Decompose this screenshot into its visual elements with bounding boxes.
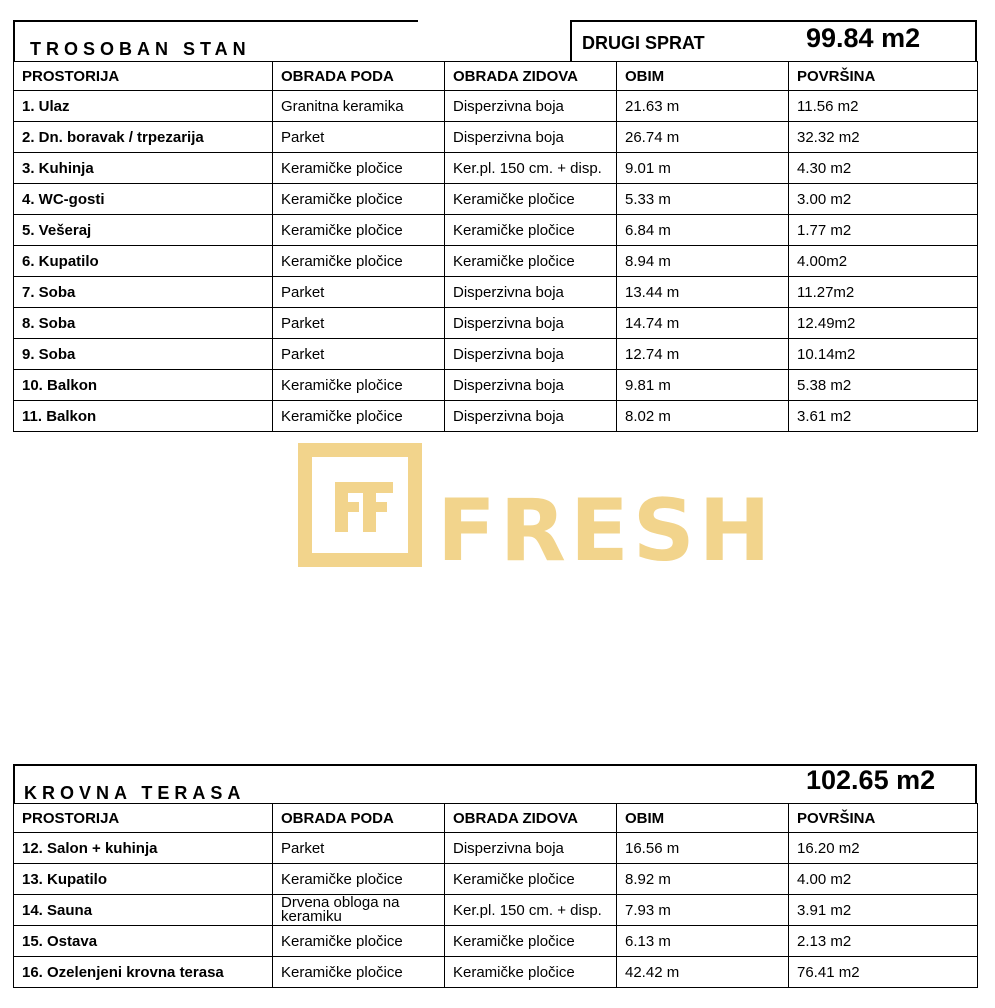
wall-finish-cell: Disperzivna boja	[445, 339, 617, 370]
floor-finish-cell: Keramičke pločice	[273, 926, 445, 957]
wall-finish-cell: Keramičke pločice	[445, 957, 617, 988]
room-name-cell: 12. Salon + kuhinja	[14, 833, 273, 864]
column-header: POVRŠINA	[789, 62, 978, 91]
column-header: OBIM	[617, 804, 789, 833]
frame-line	[975, 764, 977, 804]
floor-finish-cell: Keramičke pločice	[273, 215, 445, 246]
perimeter-cell: 13.44 m	[617, 277, 789, 308]
perimeter-cell: 12.74 m	[617, 339, 789, 370]
floor-finish-cell: Drvena obloga na keramiku	[273, 895, 445, 926]
wall-finish-cell: Disperzivna boja	[445, 401, 617, 432]
table-row	[14, 926, 978, 957]
room-name-cell: 6. Kupatilo	[14, 246, 273, 277]
frame-line	[13, 20, 418, 22]
table-header-row	[14, 62, 978, 91]
column-header: OBRADA PODA	[273, 62, 445, 91]
wall-finish-cell: Keramičke pločice	[445, 926, 617, 957]
area-cell: 11.27m2	[789, 277, 978, 308]
floor-finish-cell: Parket	[273, 833, 445, 864]
table-row	[14, 308, 978, 339]
column-header: OBRADA ZIDOVA	[445, 62, 617, 91]
room-name-cell: 14. Sauna	[14, 895, 273, 926]
wall-finish-cell: Disperzivna boja	[445, 122, 617, 153]
area-cell: 4.00m2	[789, 246, 978, 277]
floor-finish-cell: Keramičke pločice	[273, 184, 445, 215]
floor-finish-cell: Parket	[273, 277, 445, 308]
floor-label: DRUGI SPRAT	[582, 33, 705, 53]
room-name-cell: 10. Balkon	[14, 370, 273, 401]
wall-finish-cell: Keramičke pločice	[445, 864, 617, 895]
wall-finish-cell: Ker.pl. 150 cm. + disp.	[445, 895, 617, 926]
table-row	[14, 957, 978, 988]
floor-finish-cell: Parket	[273, 308, 445, 339]
room-name-cell: 13. Kupatilo	[14, 864, 273, 895]
floor-finish-cell: Granitna keramika	[273, 91, 445, 122]
wall-finish-cell: Disperzivna boja	[445, 370, 617, 401]
room-name-cell: 4. WC-gosti	[14, 184, 273, 215]
perimeter-cell: 14.74 m	[617, 308, 789, 339]
fresh-logo-watermark	[297, 444, 775, 581]
frame-line	[13, 20, 15, 62]
floor-finish-cell: Keramičke pločice	[273, 370, 445, 401]
area-cell: 76.41 m2	[789, 957, 978, 988]
area-cell: 1.77 m2	[789, 215, 978, 246]
floor-finish-cell: Keramičke pločice	[273, 246, 445, 277]
perimeter-cell: 5.33 m	[617, 184, 789, 215]
perimeter-cell: 6.13 m	[617, 926, 789, 957]
area-cell: 4.30 m2	[789, 153, 978, 184]
table-row	[14, 401, 978, 432]
room-name-cell: 7. Soba	[14, 277, 273, 308]
table-row	[14, 864, 978, 895]
room-name-cell: 8. Soba	[14, 308, 273, 339]
table-row	[14, 153, 978, 184]
table-row	[14, 246, 978, 277]
area-cell: 4.00 m2	[789, 864, 978, 895]
table-row	[14, 339, 978, 370]
frame-line	[975, 20, 977, 62]
total-area: 99.84 m2	[806, 23, 921, 53]
perimeter-cell: 8.94 m	[617, 246, 789, 277]
wall-finish-cell: Disperzivna boja	[445, 91, 617, 122]
table-row	[14, 895, 978, 926]
wall-finish-cell: Disperzivna boja	[445, 308, 617, 339]
room-name-cell: 2. Dn. boravak / trpezarija	[14, 122, 273, 153]
perimeter-cell: 42.42 m	[617, 957, 789, 988]
total-area: 102.65 m2	[806, 765, 936, 795]
wall-finish-cell: Keramičke pločice	[445, 184, 617, 215]
table-row	[14, 833, 978, 864]
area-cell: 5.38 m2	[789, 370, 978, 401]
area-cell: 3.61 m2	[789, 401, 978, 432]
room-name-cell: 9. Soba	[14, 339, 273, 370]
area-cell: 3.00 m2	[789, 184, 978, 215]
floor-finish-cell: Keramičke pločice	[273, 401, 445, 432]
area-cell: 32.32 m2	[789, 122, 978, 153]
area-cell: 2.13 m2	[789, 926, 978, 957]
table-header-row	[14, 804, 978, 833]
room-name-cell: 3. Kuhinja	[14, 153, 273, 184]
table-row	[14, 91, 978, 122]
rooms-table-terrace	[13, 803, 978, 988]
wall-finish-cell: Keramičke pločice	[445, 215, 617, 246]
area-cell: 3.91 m2	[789, 895, 978, 926]
room-name-cell: 16. Ozelenjeni krovna terasa	[14, 957, 273, 988]
rooms-table-apartment	[13, 61, 978, 432]
frame-line	[570, 20, 977, 22]
room-name-cell: 5. Vešeraj	[14, 215, 273, 246]
wall-finish-cell: Ker.pl. 150 cm. + disp.	[445, 153, 617, 184]
table-row	[14, 184, 978, 215]
area-cell: 16.20 m2	[789, 833, 978, 864]
column-header: POVRŠINA	[789, 804, 978, 833]
perimeter-cell: 26.74 m	[617, 122, 789, 153]
wall-finish-cell: Disperzivna boja	[445, 833, 617, 864]
floor-finish-cell: Keramičke pločice	[273, 957, 445, 988]
table-row	[14, 370, 978, 401]
column-header: PROSTORIJA	[14, 804, 273, 833]
table-row	[14, 277, 978, 308]
column-header: PROSTORIJA	[14, 62, 273, 91]
section-title: KROVNA TERASA	[24, 783, 246, 803]
perimeter-cell: 16.56 m	[617, 833, 789, 864]
perimeter-cell: 21.63 m	[617, 91, 789, 122]
room-name-cell: 15. Ostava	[14, 926, 273, 957]
floor-finish-cell: Keramičke pločice	[273, 153, 445, 184]
perimeter-cell: 8.92 m	[617, 864, 789, 895]
perimeter-cell: 8.02 m	[617, 401, 789, 432]
frame-line	[13, 764, 15, 804]
perimeter-cell: 9.81 m	[617, 370, 789, 401]
wall-finish-cell: Keramičke pločice	[445, 246, 617, 277]
logo-wordmark: FRESH	[437, 481, 775, 581]
area-cell: 11.56 m2	[789, 91, 978, 122]
column-header: OBIM	[617, 62, 789, 91]
perimeter-cell: 7.93 m	[617, 895, 789, 926]
column-header: OBRADA PODA	[273, 804, 445, 833]
floor-finish-cell: Parket	[273, 339, 445, 370]
area-cell: 12.49m2	[789, 308, 978, 339]
wall-finish-cell: Disperzivna boja	[445, 277, 617, 308]
room-name-cell: 1. Ulaz	[14, 91, 273, 122]
section-title: TROSOBAN STAN	[30, 39, 251, 59]
frame-line	[570, 20, 572, 62]
column-header: OBRADA ZIDOVA	[445, 804, 617, 833]
perimeter-cell: 6.84 m	[617, 215, 789, 246]
table-row	[14, 215, 978, 246]
area-cell: 10.14m2	[789, 339, 978, 370]
floor-finish-cell: Parket	[273, 122, 445, 153]
perimeter-cell: 9.01 m	[617, 153, 789, 184]
floor-finish-cell: Keramičke pločice	[273, 864, 445, 895]
table-row	[14, 122, 978, 153]
room-name-cell: 11. Balkon	[14, 401, 273, 432]
